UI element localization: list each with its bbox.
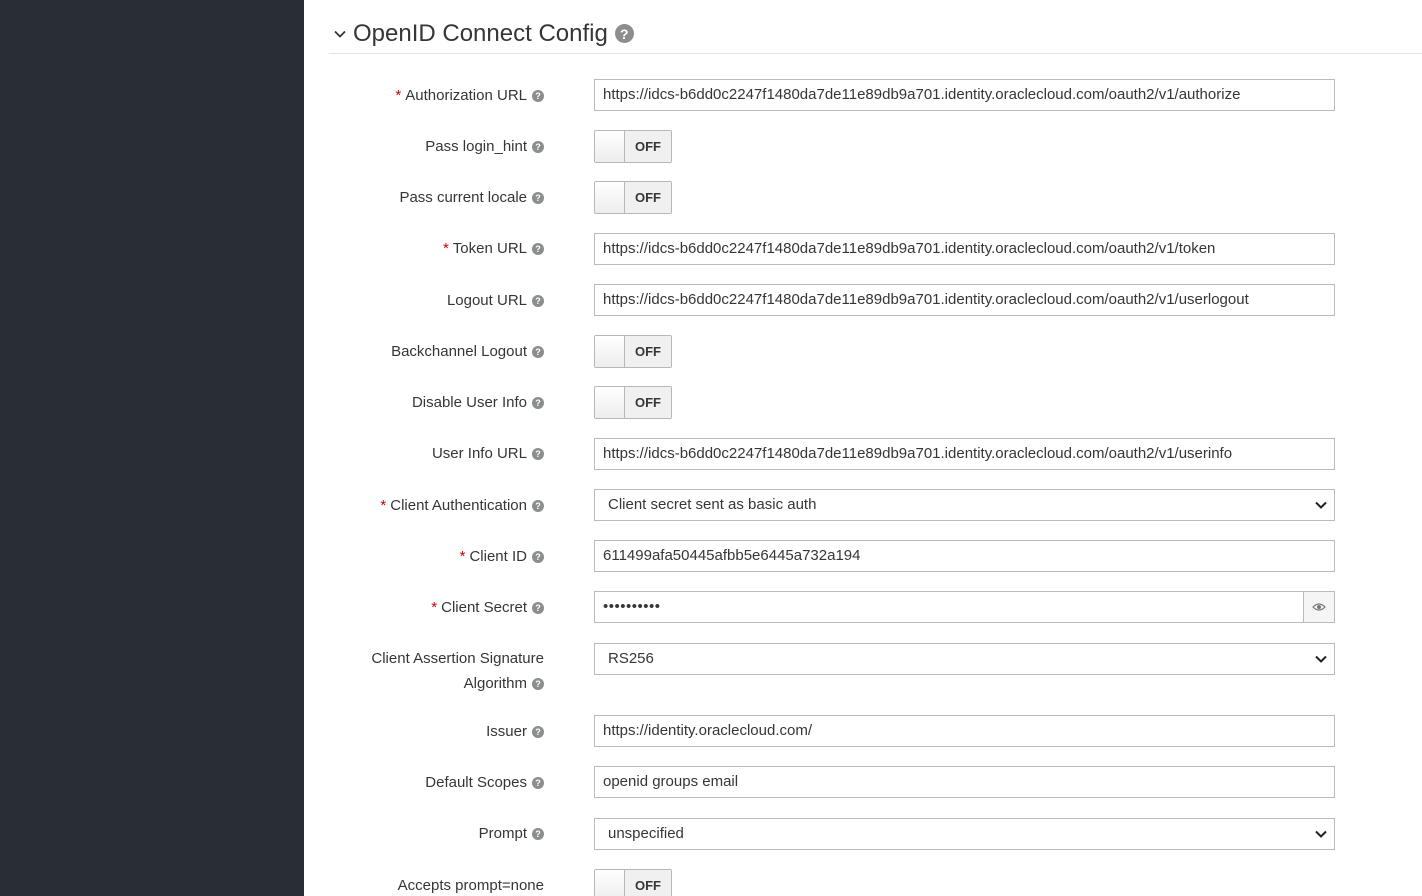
help-icon[interactable]: ? <box>532 141 544 153</box>
pass-login-hint-label <box>344 134 544 159</box>
help-icon[interactable]: ? <box>532 500 544 512</box>
label-text: Accepts prompt=none <box>397 877 544 894</box>
label-text: Authorization URL <box>405 87 527 104</box>
help-icon[interactable]: ? <box>532 243 544 255</box>
help-icon[interactable]: ? <box>532 602 544 614</box>
toggle-state: OFF <box>625 182 671 213</box>
required-marker: * <box>459 548 466 565</box>
select-value: RS256 <box>608 650 654 667</box>
accepts-prompt-none-toggle[interactable] <box>594 869 672 896</box>
help-icon[interactable]: ? <box>615 24 634 43</box>
client-id-label <box>344 544 544 569</box>
label-text: Prompt <box>478 825 527 842</box>
client-secret-input[interactable]: •••••••••• <box>594 591 1304 623</box>
help-icon[interactable]: ? <box>532 777 544 789</box>
help-icon[interactable]: ? <box>532 346 544 358</box>
prompt-select[interactable] <box>594 818 1335 850</box>
default-scopes-input[interactable]: openid groups email <box>594 766 1335 798</box>
section-header[interactable] <box>329 14 1422 54</box>
user-info-url-input[interactable]: https://idcs-b6dd0c2247f1480da7de11e89db9a701.identity.oraclecloud.com/oauth2/v1/userinfo <box>594 438 1335 470</box>
required-marker: * <box>431 599 438 616</box>
toggle-state: OFF <box>625 131 671 162</box>
help-icon[interactable]: ? <box>532 397 544 409</box>
label-text: Pass current locale <box>399 189 527 206</box>
required-marker: * <box>395 87 402 104</box>
main-panel <box>304 0 1422 896</box>
disable-user-info-toggle[interactable] <box>594 386 672 419</box>
toggle-knob <box>595 870 625 896</box>
label-text: User Info URL <box>431 445 527 462</box>
authorization-url-input[interactable]: https://idcs-b6dd0c2247f1480da7de11e89db9a701.identity.oraclecloud.com/oauth2/v1/authorize <box>594 79 1335 111</box>
client-secret-group <box>594 591 1335 623</box>
label-text: Client ID <box>469 548 527 565</box>
authorization-url-label <box>344 83 544 108</box>
select-value: Client secret sent as basic auth <box>608 496 817 513</box>
toggle-knob <box>595 336 625 367</box>
backchannel-logout-toggle[interactable] <box>594 335 672 368</box>
help-icon[interactable]: ? <box>532 192 544 204</box>
label-text-line1: Client Assertion Signature <box>371 650 544 667</box>
chevron-down-icon <box>1314 827 1328 841</box>
label-text: Logout URL <box>446 292 527 309</box>
logout-url-input[interactable]: https://idcs-b6dd0c2247f1480da7de11e89db9a701.identity.oraclecloud.com/oauth2/v1/userlogout <box>594 284 1335 316</box>
section-title: OpenID Connect Config <box>353 19 608 47</box>
label-text-line2: Algorithm <box>463 675 527 692</box>
required-marker: * <box>442 240 449 257</box>
toggle-knob <box>595 387 625 418</box>
help-icon[interactable]: ? <box>532 448 544 460</box>
client-authentication-label <box>344 493 544 518</box>
help-icon[interactable]: ? <box>532 678 544 690</box>
chevron-down-icon[interactable] <box>331 25 349 43</box>
label-text: Pass login_hint <box>425 138 527 155</box>
label-text: Token URL <box>452 240 527 257</box>
toggle-knob <box>595 182 625 213</box>
sidebar <box>0 0 304 896</box>
client-assertion-sig-alg-label <box>344 646 544 696</box>
prompt-label <box>344 821 544 846</box>
chevron-down-icon <box>1314 652 1328 666</box>
user-info-url-label <box>344 441 544 466</box>
label-text: Client Authentication <box>390 497 527 514</box>
select-value: unspecified <box>608 825 684 842</box>
issuer-label <box>344 719 544 744</box>
help-icon[interactable]: ? <box>532 828 544 840</box>
chevron-down-icon <box>1314 498 1328 512</box>
default-scopes-label <box>344 770 544 795</box>
eye-icon[interactable] <box>1303 591 1335 623</box>
token-url-label <box>344 236 544 261</box>
toggle-state: OFF <box>625 336 671 367</box>
required-marker: * <box>380 497 387 514</box>
label-text: Backchannel Logout <box>391 343 527 360</box>
client-secret-label <box>344 595 544 620</box>
pass-login-hint-toggle[interactable] <box>594 130 672 163</box>
disable-user-info-label <box>344 390 544 415</box>
backchannel-logout-label <box>344 339 544 364</box>
label-text: Default Scopes <box>425 774 527 791</box>
toggle-state: OFF <box>625 387 671 418</box>
logout-url-label <box>344 288 544 313</box>
client-authentication-select[interactable] <box>594 489 1335 521</box>
issuer-input[interactable]: https://identity.oraclecloud.com/ <box>594 715 1335 747</box>
help-icon[interactable]: ? <box>532 295 544 307</box>
pass-current-locale-label <box>344 185 544 210</box>
pass-current-locale-toggle[interactable] <box>594 181 672 214</box>
client-assertion-sig-alg-select[interactable] <box>594 643 1335 675</box>
label-text: Disable User Info <box>411 394 527 411</box>
accepts-prompt-none-label <box>344 873 544 896</box>
help-icon[interactable]: ? <box>532 551 544 563</box>
token-url-input[interactable]: https://idcs-b6dd0c2247f1480da7de11e89db9a701.identity.oraclecloud.com/oauth2/v1/token <box>594 233 1335 265</box>
toggle-knob <box>595 131 625 162</box>
toggle-state: OFF <box>625 870 671 896</box>
label-text: Client Secret <box>441 599 527 616</box>
client-id-input[interactable]: 611499afa50445afbb5e6445a732a194 <box>594 540 1335 572</box>
help-icon[interactable]: ? <box>532 726 544 738</box>
help-icon[interactable]: ? <box>532 90 544 102</box>
label-text: Issuer <box>486 723 527 740</box>
